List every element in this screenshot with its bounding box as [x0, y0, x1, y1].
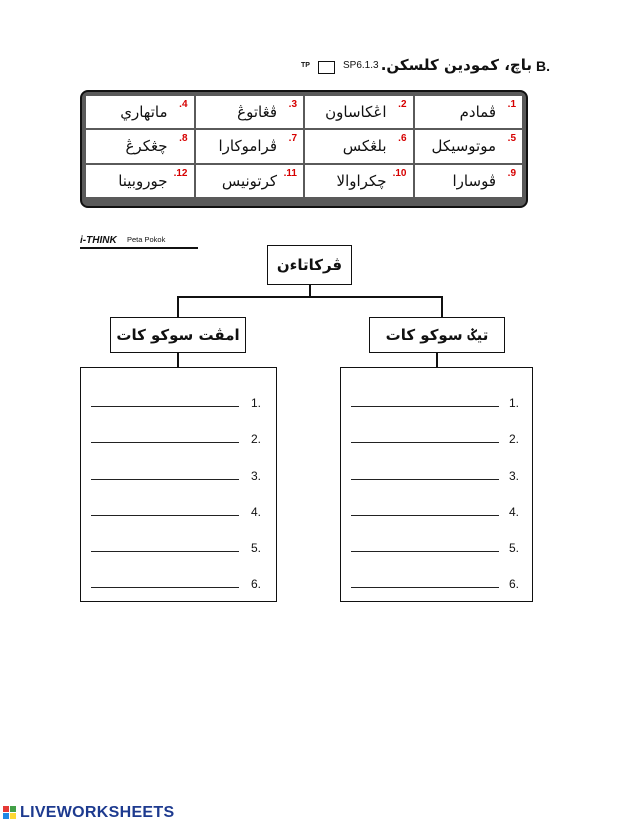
word-cell [415, 165, 523, 197]
answer-blank[interactable] [351, 587, 499, 588]
word-number: 3. [288, 99, 297, 110]
word-cell [305, 130, 413, 162]
word-number: 7. [288, 133, 297, 145]
answer-number: 2. [251, 432, 262, 446]
left-branch-connector [177, 296, 179, 317]
word-cell [305, 96, 413, 128]
answer-row [81, 394, 276, 414]
answer-number: 4. [509, 505, 520, 519]
ithink-logo: i-THINK [80, 235, 117, 246]
ithink-map-type: Peta Pokok [127, 235, 166, 244]
instruction-text: باچ، کمودين کلسکن. [380, 56, 532, 74]
answer-number: 3. [509, 469, 520, 483]
liveworksheets-footer [3, 804, 203, 822]
word-text: اڠکاساون [325, 103, 387, 121]
word-bank [80, 90, 528, 208]
word-cell [196, 165, 304, 197]
answer-number: 6. [509, 577, 520, 591]
answer-blank[interactable] [351, 442, 499, 443]
word-text: بلڠکس [342, 137, 387, 156]
answer-row [341, 575, 532, 595]
word-text: چڠکرڠ [125, 137, 168, 156]
word-cell [415, 130, 523, 162]
answer-row [81, 503, 276, 523]
right-list-connector [436, 353, 438, 367]
answer-blank[interactable] [91, 551, 239, 552]
answer-blank[interactable] [351, 406, 499, 407]
answer-row [341, 539, 532, 559]
three-syllable-heading-box [369, 317, 505, 353]
word-number: 8. [179, 133, 188, 145]
instruction-header [0, 58, 638, 80]
word-text: ڤڠاتوڠ [237, 103, 277, 121]
answer-row [81, 430, 276, 450]
word-number: 1. [507, 99, 516, 110]
answer-blank[interactable] [91, 479, 239, 480]
word-number: 4. [179, 99, 188, 110]
three-syllable-heading: تيݢ سوکو کات [385, 326, 489, 344]
word-cell [196, 130, 304, 162]
word-text: موتوسيکل [431, 137, 496, 156]
four-syllable-heading-box [110, 317, 246, 353]
tree-root-label: ڤرکاتاءن [276, 256, 343, 274]
word-number: 10. [392, 167, 407, 179]
word-text: کرتونيس [221, 171, 277, 190]
word-cell [305, 165, 413, 197]
branch-connector [177, 296, 443, 298]
skill-code: SP6.1.3 [343, 60, 379, 71]
word-number: 6. [398, 133, 407, 145]
answer-row [341, 394, 532, 414]
answer-number: 2. [509, 432, 520, 446]
section-letter: B. [536, 58, 550, 74]
right-branch-connector [441, 296, 443, 317]
four-syllable-answer-list [80, 367, 277, 602]
three-syllable-answer-list [340, 367, 533, 602]
answer-blank[interactable] [351, 551, 499, 552]
answer-row [341, 430, 532, 450]
answer-number: 1. [509, 396, 520, 410]
word-number: 12. [173, 167, 188, 179]
ithink-underline [80, 247, 198, 249]
answer-number: 3. [251, 469, 262, 483]
ithink-caption [80, 235, 200, 249]
word-cell [86, 130, 194, 162]
word-text: جوروبينا [118, 171, 168, 190]
word-cell [86, 96, 194, 128]
word-text: ماتهاري [120, 103, 168, 121]
tree-root-box [267, 245, 352, 285]
tp-checkbox[interactable] [318, 61, 335, 74]
answer-row [81, 575, 276, 595]
answer-number: 1. [251, 396, 262, 410]
word-cell [86, 165, 194, 197]
answer-number: 5. [509, 541, 520, 555]
word-text: ڤراموکارا [218, 137, 277, 156]
word-number: 11. [283, 167, 297, 179]
word-cell [415, 96, 523, 128]
word-text: ڤمادم [459, 103, 496, 121]
liveworksheets-brand: LIVEWORKSHEETS [20, 804, 175, 821]
answer-blank[interactable] [351, 515, 499, 516]
word-cell [196, 96, 304, 128]
answer-blank[interactable] [351, 479, 499, 480]
word-number: 9. [507, 167, 516, 179]
answer-row [341, 503, 532, 523]
word-text: ڤوسارا [452, 171, 496, 190]
liveworksheets-logo-icon [3, 806, 17, 820]
word-number: 2. [398, 99, 407, 110]
answer-row [81, 539, 276, 559]
answer-blank[interactable] [91, 406, 239, 407]
answer-blank[interactable] [91, 442, 239, 443]
answer-blank[interactable] [91, 587, 239, 588]
answer-number: 4. [251, 505, 262, 519]
word-text: چکراوالا [336, 171, 387, 190]
four-syllable-heading: امڤت سوکو کات [116, 326, 240, 344]
answer-number: 6. [251, 577, 262, 591]
word-number: 5. [507, 133, 516, 145]
answer-row [81, 467, 276, 487]
answer-row [341, 467, 532, 487]
left-list-connector [177, 353, 179, 367]
answer-number: 5. [251, 541, 262, 555]
answer-blank[interactable] [91, 515, 239, 516]
tp-label: TP [301, 62, 310, 69]
